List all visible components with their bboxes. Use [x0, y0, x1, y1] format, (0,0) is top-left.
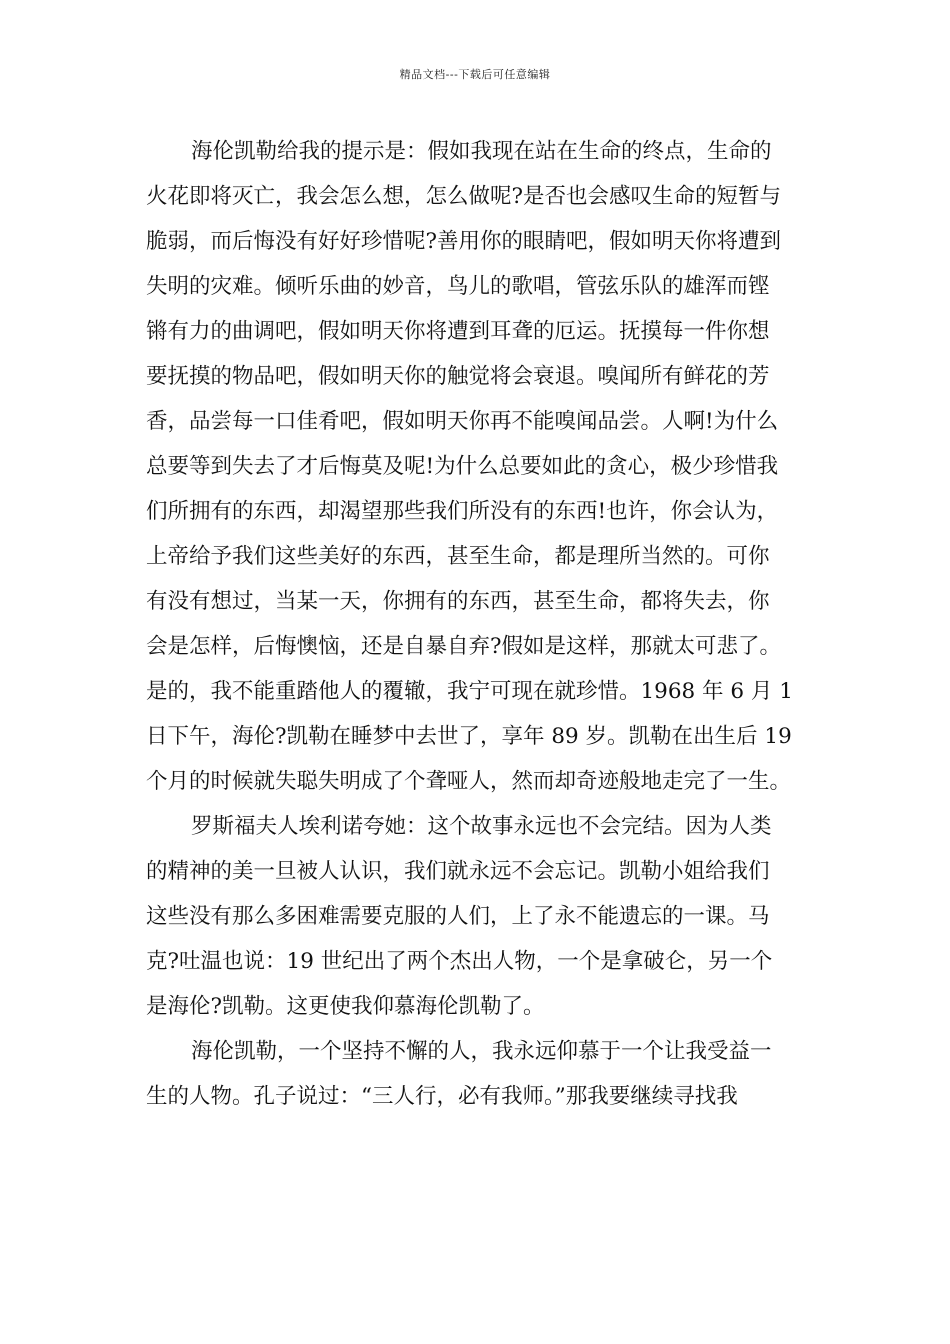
text-line: 们所拥有的东西，却渴望那些我们所没有的东西!也许，你会认为， [146, 499, 779, 524]
text-line: 脆弱，而后悔没有好好珍惜呢?善用你的眼睛吧，假如明天你将遭到 [146, 229, 782, 254]
text-line: 克?吐温也说：19 世纪出了两个杰出人物，一个是拿破仑，另一个 [146, 949, 773, 974]
text-line: 生的人物。孔子说过：“三人行，必有我师。”那我要继续寻找我 [146, 1084, 738, 1109]
page-header: 精品文档---下载后可任意编辑 [399, 68, 551, 81]
text-line: 上帝给予我们这些美好的东西，甚至生命，都是理所当然的。可你 [146, 544, 770, 569]
text-line: 是海伦?凯勒。这更使我仰慕海伦凯勒了。 [146, 994, 545, 1019]
paragraph-2 [146, 807, 808, 1027]
body-text [146, 132, 808, 1122]
text-line: 海伦凯勒给我的提示是：假如我现在站在生命的终点，生命的 [191, 139, 772, 164]
text-line: 锵有力的曲调吧，假如明天你将遭到耳聋的厄运。抚摸每一件你想 [146, 319, 770, 344]
paragraph-3 [146, 1032, 808, 1117]
text-line: 火花即将灭亡，我会怎么想，怎么做呢?是否也会感叹生命的短暂与 [146, 184, 782, 209]
text-line: 总要等到失去了才后悔莫及呢!为什么总要如此的贪心，极少珍惜我 [146, 454, 779, 479]
text-line: 有没有想过，当某一天，你拥有的东西，甚至生命，都将失去，你 [146, 589, 770, 614]
text-line: 个月的时候就失聪失明成了个聋哑人，然而却奇迹般地走完了一生。 [146, 769, 792, 794]
text-line: 是的，我不能重踏他人的覆辙，我宁可现在就珍惜。1968 年 6 月 1 [146, 679, 793, 704]
paragraph-1 [146, 132, 808, 802]
text-line: 的精神的美一旦被人认识，我们就永远不会忘记。凯勒小姐给我们 [146, 859, 770, 884]
text-line: 这些没有那么多困难需要克服的人们，上了永不能遗忘的一课。马 [146, 904, 770, 929]
text-line: 失明的灾难。倾听乐曲的妙音，鸟儿的歌唱，管弦乐队的雄浑而铿 [146, 274, 770, 299]
text-line: 日下午，海伦?凯勒在睡梦中去世了，享年 89 岁。凯勒在出生后 19 [146, 724, 792, 749]
text-line: 海伦凯勒，一个坚持不懈的人，我永远仰慕于一个让我受益一 [191, 1039, 772, 1064]
text-line: 罗斯福夫人埃利诺夸她：这个故事永远也不会完结。因为人类 [191, 814, 772, 839]
text-line: 香，品尝每一口佳肴吧，假如明天你再不能嗅闻品尝。人啊!为什么 [146, 409, 779, 434]
text-line: 会是怎样，后悔懊恼，还是自暴自弃?假如是这样，那就太可悲了。 [146, 634, 782, 659]
text-line: 要抚摸的物品吧，假如明天你的触觉将会衰退。嗅闻所有鲜花的芳 [146, 364, 770, 389]
